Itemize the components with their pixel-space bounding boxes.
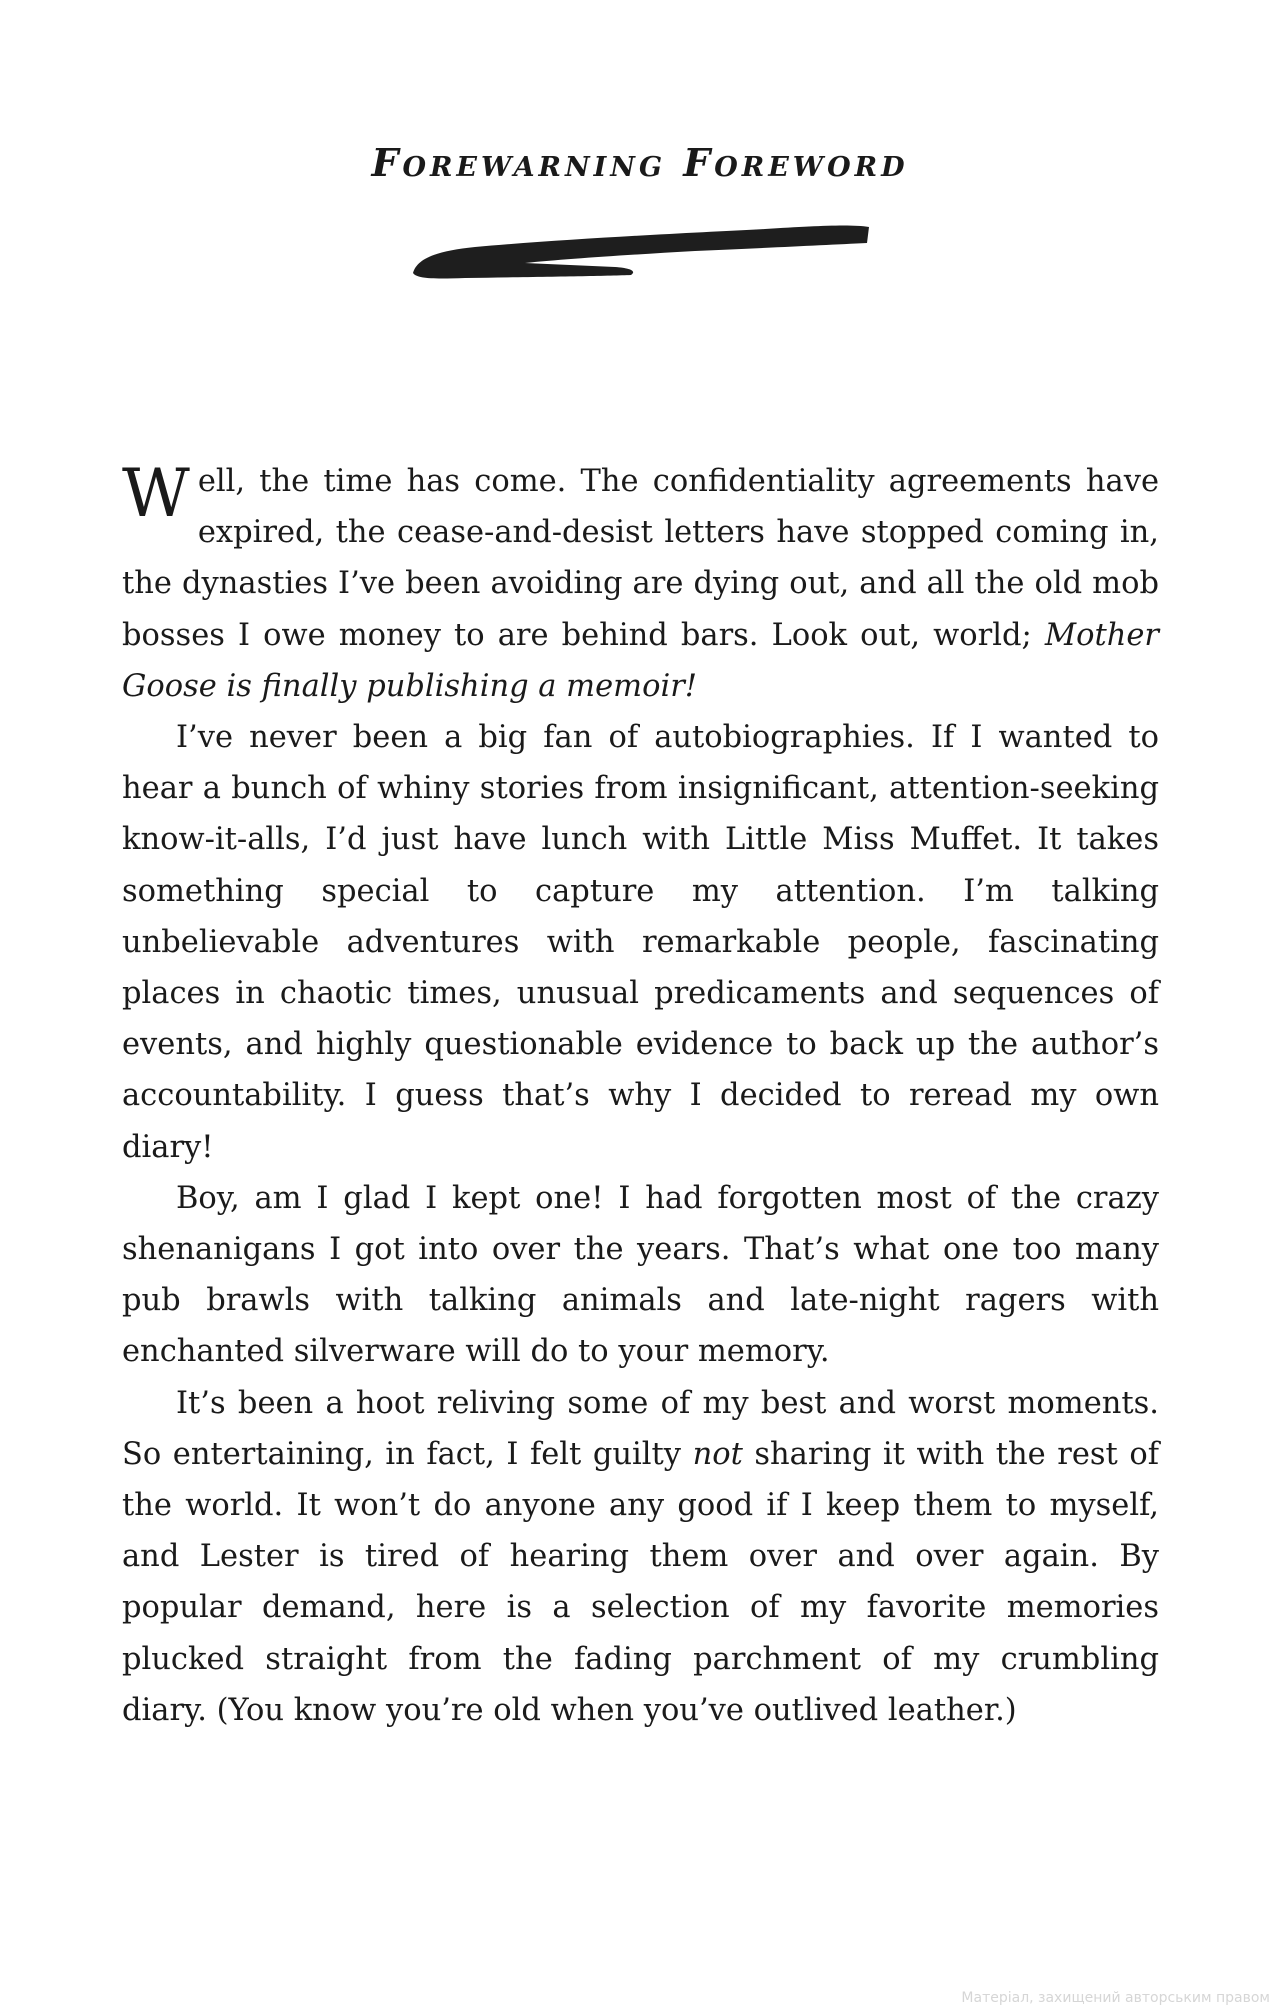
- paragraph-1-text: ell, the time has come. The confidentiality agreements have expired, the cease-and-desist letters have stopped coming in, the dynasties I’ve been avoiding are dying out, and all the old mob bosses I owe money to are behind bars. Look out, world;: [122, 464, 1159, 653]
- copyright-watermark: Матеріал, захищений авторським правом: [961, 1990, 1270, 2006]
- paragraph-4-text-before: It’s been a hoot reliving some of my best and worst moments. So entertaining, in fact, I felt guilty: [122, 1385, 1159, 1472]
- paragraph-1-italic: Mother Goose is finally publishing a memoir!: [122, 617, 1159, 704]
- paragraph-2: I’ve never been a big fan of autobiographies. If I wanted to hear a bunch of whiny stories from insignificant, attention-seeking know-it-alls, I’d just have lunch with Little Miss Muffet. It takes something special to capture my attention. I’m talking unbelievable adventures with remarkable people, fascinating places in chaotic times, unusual predicaments and sequences of events, and highly questionable evidence to back up the author’s accountability. I guess that’s why I decided to reread my own diary!: [122, 720, 1159, 1165]
- paragraph-4-text-after: sharing it with the rest of the world. It won’t do anyone any good if I keep them to myself, and Lester is tired of hearing them over and over again. By popular demand, here is a selection of my favorite memories plucked straight from the fading parchment of my crumbling diary. (You know you’re old when you’ve outlived leather.): [122, 1436, 1159, 1728]
- brush-stroke-path: [413, 226, 869, 279]
- paragraph-1: [122, 456, 1159, 712]
- drop-cap: W: [122, 455, 190, 532]
- body-text: [122, 456, 1159, 1736]
- paragraph-4: [122, 1378, 1159, 1736]
- chapter-title: Forewarning Foreword: [371, 140, 909, 185]
- paragraph-3: Boy, am I glad I kept one! I had forgotten most of the crazy shenanigans I got into over the years. That’s what one too many pub brawls with talking animals and late-night ragers with enchanted silverware will do to your memory.: [122, 1180, 1159, 1370]
- brush-stroke-divider: [405, 215, 875, 285]
- paragraph-4-italic: not: [692, 1436, 743, 1472]
